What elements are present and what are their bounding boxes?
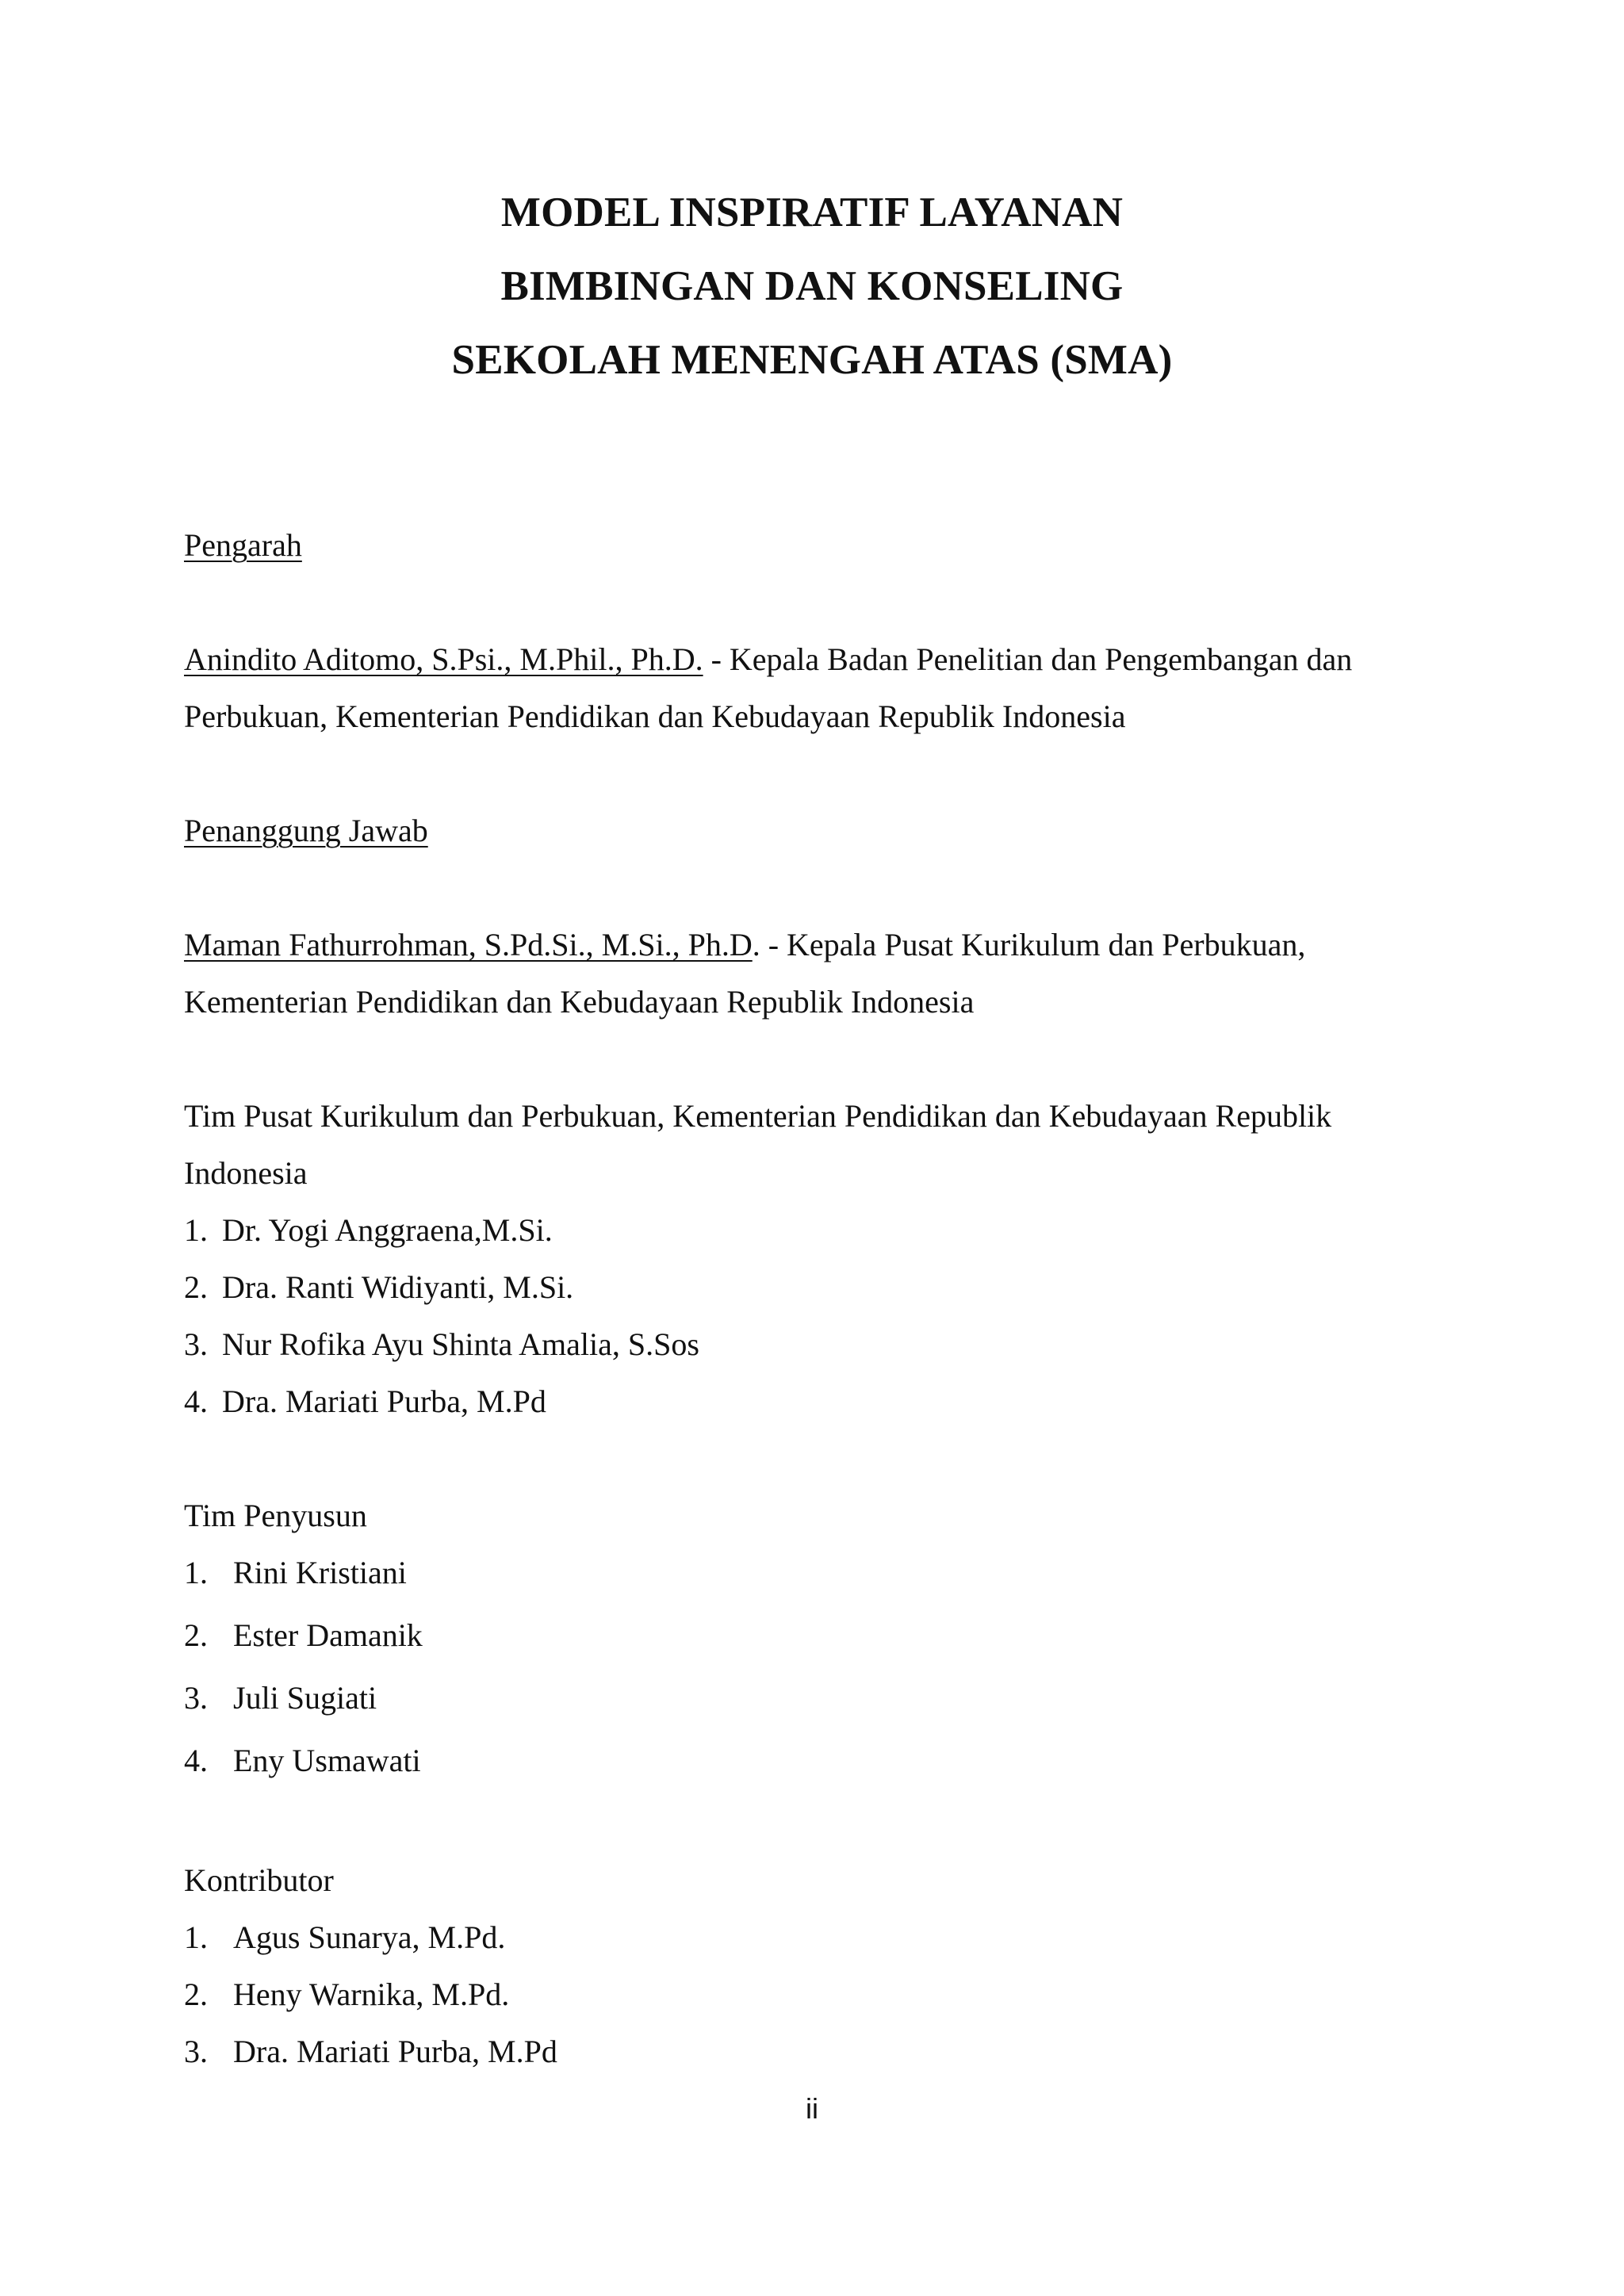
- list-item: 2. Heny Warnika, M.Pd.: [184, 1976, 510, 2012]
- list-item: 1. Dr. Yogi Anggraena,M.Si.: [184, 1212, 553, 1248]
- penanggung-jawab-heading: Penanggung Jawab: [184, 813, 428, 848]
- list-item: 4. Dra. Mariati Purba, M.Pd: [184, 1383, 546, 1419]
- page-number: ii: [806, 2092, 818, 2125]
- penanggung-jawab-entry-line-2: Kementerian Pendidikan dan Kebudayaan Republik Indonesia: [184, 984, 975, 1020]
- list-item: 3. Juli Sugiati: [184, 1680, 377, 1716]
- list-item: 2. Dra. Ranti Widiyanti, M.Si.: [184, 1269, 574, 1305]
- pengarah-entry-line-1: [184, 631, 1445, 688]
- kontributor-heading: Kontributor: [184, 1862, 334, 1898]
- title-line-1: MODEL INSPIRATIF LAYANAN: [500, 189, 1124, 235]
- tim-pusat-heading-line-1: Tim Pusat Kurikulum dan Perbukuan, Kementerian Pendidikan dan Kebudayaan Republik: [184, 1098, 1332, 1134]
- list-item: 4. Eny Usmawati: [184, 1743, 421, 1778]
- list-item: 1. Rini Kristiani: [184, 1555, 407, 1590]
- list-item: 2. Ester Damanik: [184, 1617, 423, 1653]
- penanggung-jawab-role: . - Kepala Pusat Kurikulum dan Perbukuan,: [752, 927, 1306, 962]
- title-line-2: BIMBINGAN DAN KONSELING: [500, 263, 1124, 309]
- penanggung-jawab-name: Maman Fathurrohman, S.Pd.Si., M.Si., Ph.D: [184, 927, 753, 962]
- list-item: 3. Nur Rofika Ayu Shinta Amalia, S.Sos: [184, 1326, 699, 1362]
- tim-penyusun-heading: Tim Penyusun: [184, 1498, 367, 1533]
- pengarah-heading: Pengarah: [184, 527, 302, 563]
- pengarah-role: - Kepala Badan Penelitian dan Pengembangan dan: [703, 641, 1353, 677]
- tim-pusat-heading-line-2: Indonesia: [184, 1155, 308, 1191]
- document-title: [0, 176, 1624, 397]
- pengarah-entry-line-2: Perbukuan, Kementerian Pendidikan dan Kebudayaan Republik Indonesia: [184, 698, 1126, 734]
- list-item: 3. Dra. Mariati Purba, M.Pd: [184, 2034, 557, 2069]
- list-item: 1. Agus Sunarya, M.Pd.: [184, 1919, 506, 1955]
- pengarah-name: Anindito Aditomo, S.Psi., M.Phil., Ph.D.: [184, 641, 703, 677]
- title-line-3: SEKOLAH MENENGAH ATAS (SMA): [451, 337, 1173, 383]
- penanggung-jawab-entry-line-1: [184, 916, 1445, 974]
